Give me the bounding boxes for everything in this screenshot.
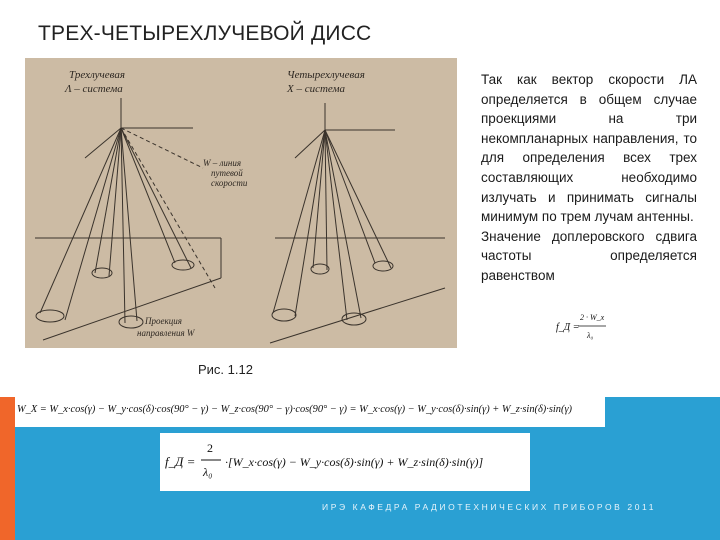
projection-label-1: Проекция <box>145 316 182 326</box>
second-equation-denominator: λ₀ <box>203 465 213 479</box>
small-formula-denominator: λ₀ <box>587 331 594 340</box>
body-paragraph-2: Значение доплеровского сдвига частоты определяется равенством <box>481 228 697 283</box>
small-formula-lhs: f_Д = <box>556 322 580 333</box>
slide-title: ТРЕХ-ЧЕТЫРЕХЛУЧЕВОЙ ДИСС <box>38 22 372 45</box>
velocity-label-3: скорости <box>211 178 248 188</box>
second-equation-lhs: f_Д = <box>165 454 196 469</box>
figure-left-subtitle: Λ – система <box>65 83 123 95</box>
doppler-formula-small <box>556 304 606 348</box>
body-paragraph-1: Так как вектор скорости ЛА определяется в общем случае проекциями на три некомпланарных направления, то для определения всех трех составляющих необходимо излучать и принимать сигналы минимум по трем лучам антенны. <box>481 72 697 225</box>
second-equation <box>165 436 525 488</box>
second-equation-rhs: ·[W_x·cos(γ) − W_y·cos(δ)·sin(γ) + W_z·sin(δ)·sin(γ)] <box>225 455 484 469</box>
second-equation-numerator: 2 <box>207 441 213 455</box>
small-formula-numerator: 2 · W_x <box>580 313 605 322</box>
figure-caption: Рис. 1.12 <box>198 362 253 377</box>
figure-right-title: Четырехлучевая <box>287 69 365 81</box>
main-equation: W_X = W_x·cos(γ) − W_y·cos(δ)·cos(90° − γ) − W_z·cos(90° − γ)·cos(90° − γ) = W_x·cos(γ) − W_y·cos(δ)·sin(γ) + W_z·sin(δ)·sin(γ) <box>17 404 573 415</box>
projection-label-2: направления W <box>137 328 195 338</box>
body-text <box>481 70 697 286</box>
beam-diagram-figure <box>25 58 457 348</box>
slide-footer: ИРЭ КАФЕДРА РАДИОТЕХНИЧЕСКИХ ПРИБОРОВ 2011 <box>322 502 657 512</box>
velocity-label-2: путевой <box>211 168 243 178</box>
velocity-label-1: W – линия <box>203 158 242 168</box>
beam-diagram <box>25 58 457 348</box>
accent-band-left <box>0 397 15 540</box>
figure-left-title: Трехлучевая <box>69 69 125 81</box>
figure-right-subtitle: Х – система <box>287 83 346 95</box>
